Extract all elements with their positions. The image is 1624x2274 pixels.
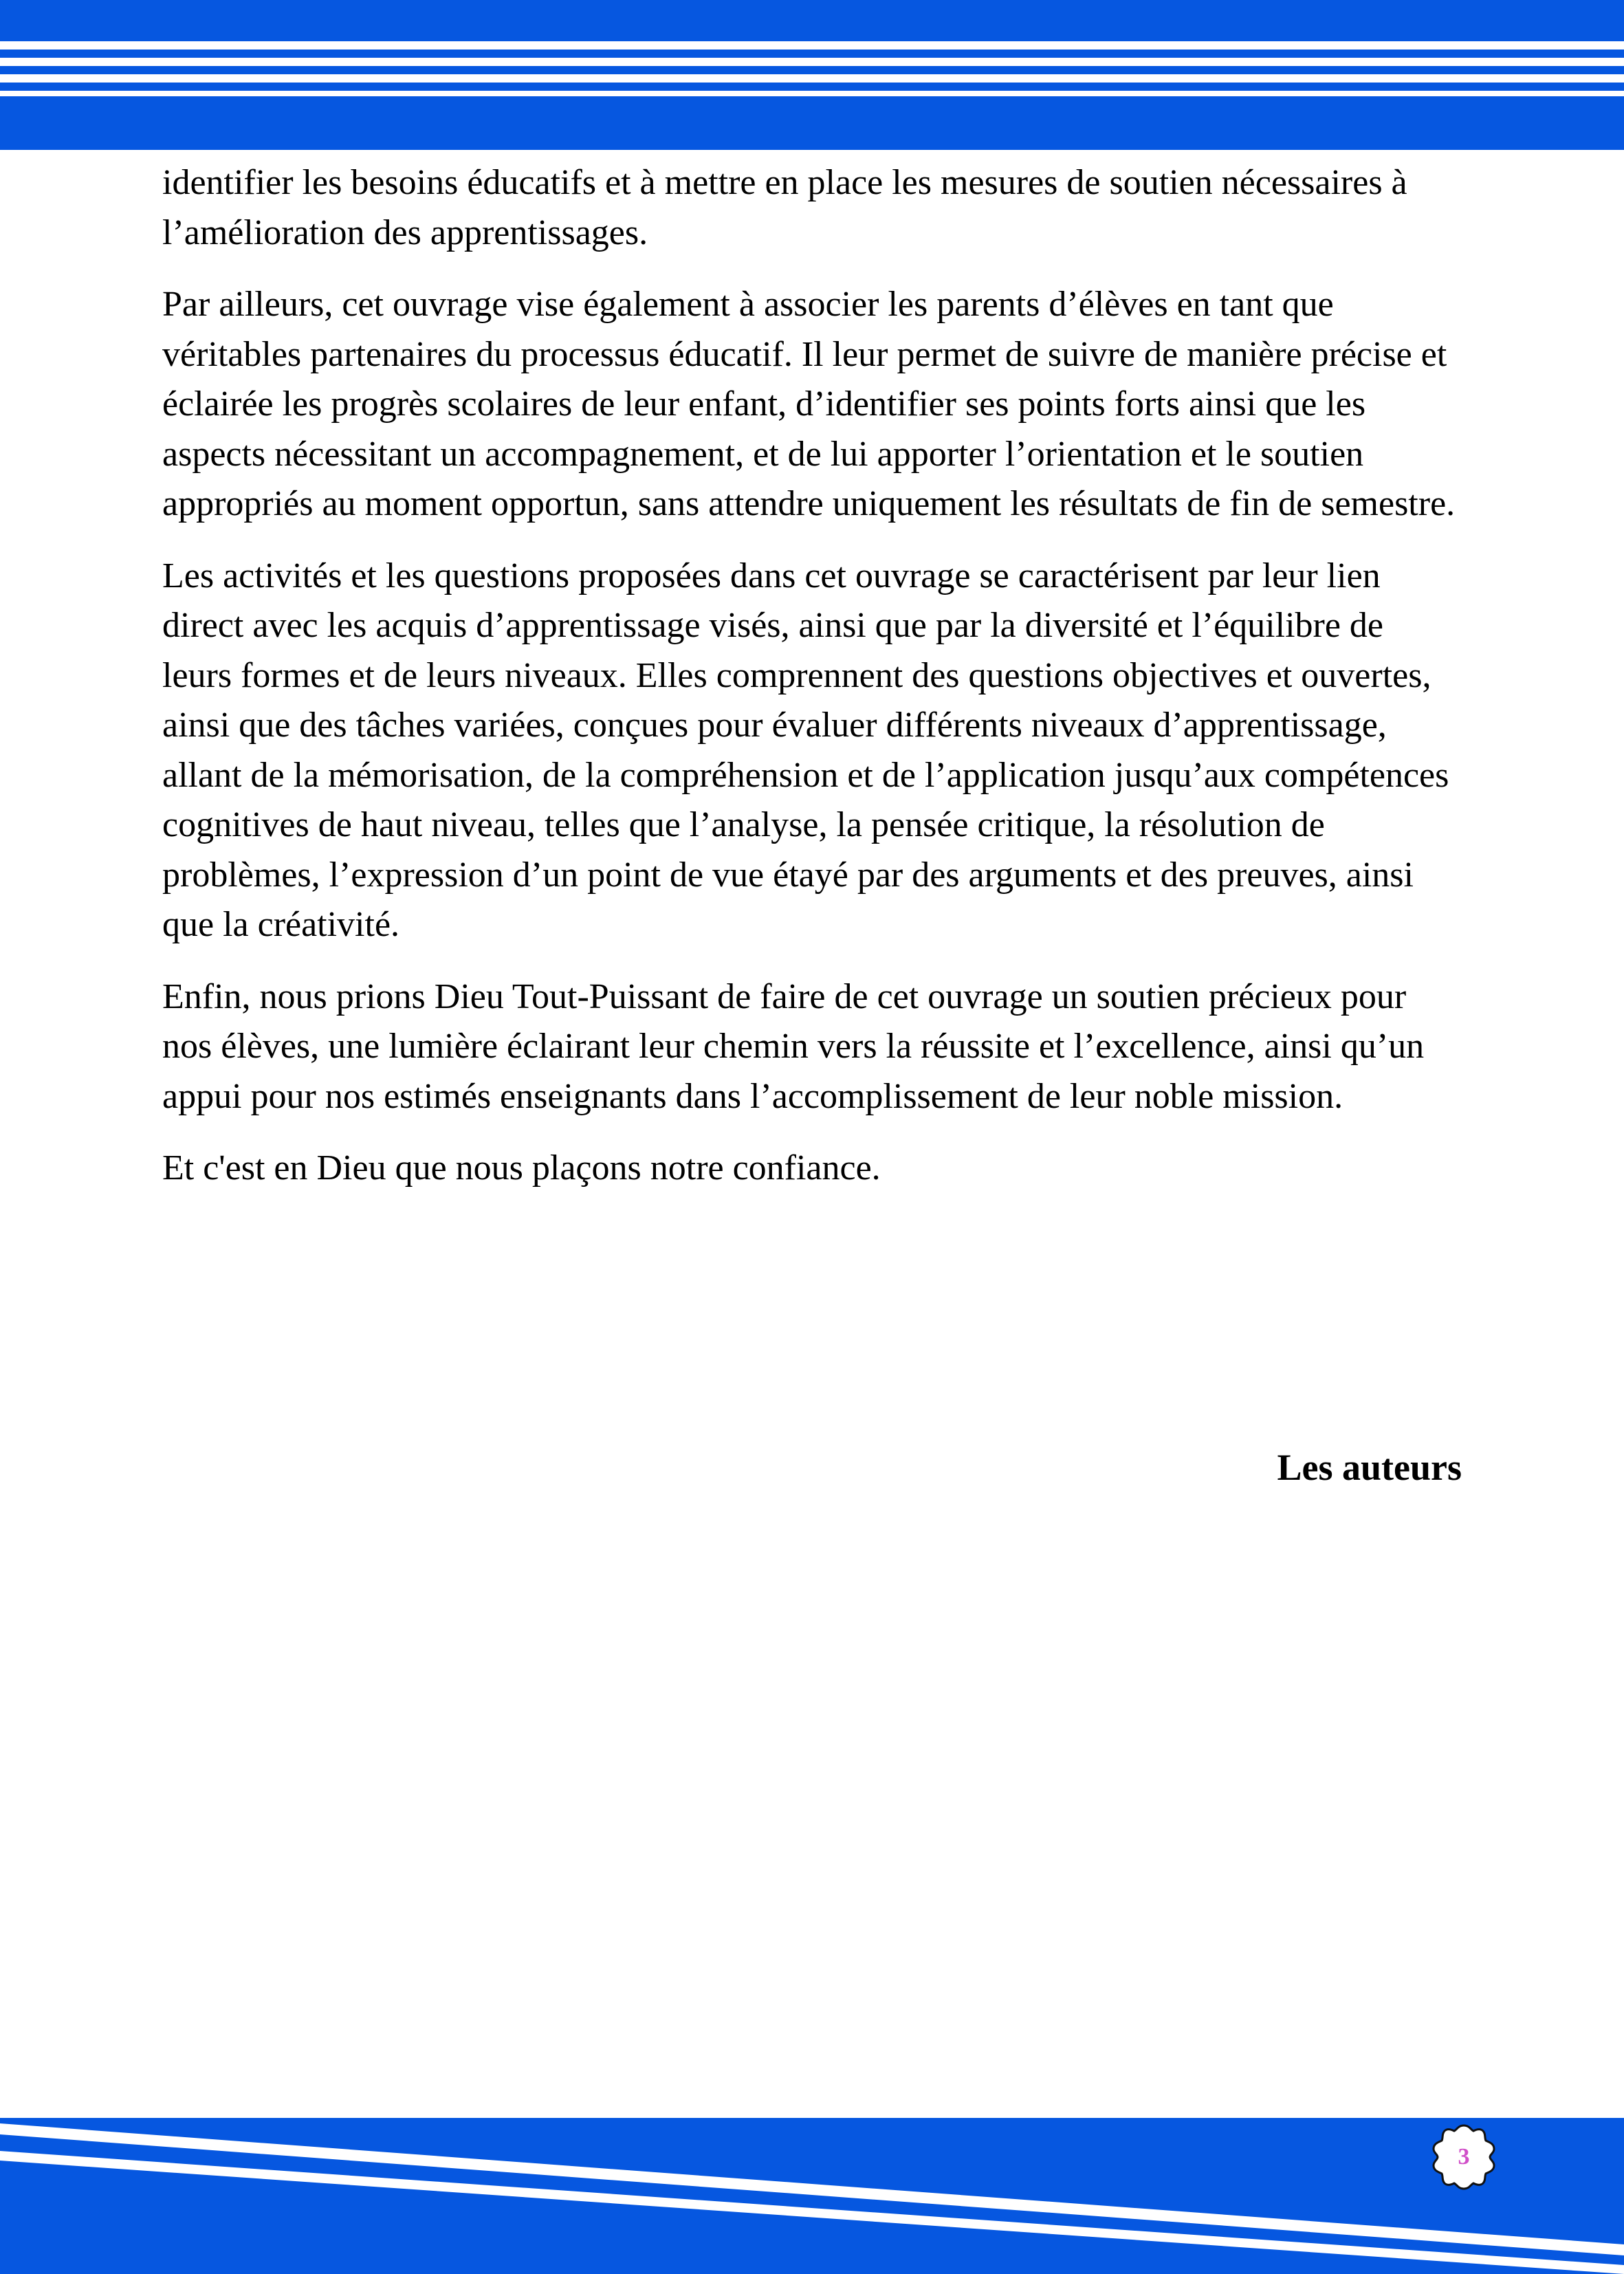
body-text xyxy=(162,158,1462,1216)
page-number: 3 xyxy=(1458,2144,1470,2169)
paragraph-4: Enfin, nous prions Dieu Tout-Puissant de faire de cet ouvrage un soutien précieux pour nos élèves, une lumière éclairant leur chemin vers la réussite et l’excellence, ainsi qu’un appui pour nos estimés enseignants dans l’accomplissement de leur noble mission. xyxy=(162,976,1425,1116)
header-decorative-band xyxy=(0,0,1624,150)
paragraph-2: Par ailleurs, cet ouvrage vise également à associer les parents d’élèves en tant que véritables partenaires du processus éducatif. Il leur permet de suivre de manière précise et éclairée les progrès scolaires de leur enfant, d’identifier ses points forts ainsi que les aspects nécessitant un accompagnement, et de lui apporter l’orientation et le soutien appropriés au moment opportun, sans attendre uniquement les résultats de fin de semestre. xyxy=(162,285,1456,523)
signature: Les auteurs xyxy=(1277,1447,1462,1488)
page-number-badge xyxy=(1428,2121,1500,2193)
paragraph-1: identifier les besoins éducatifs et à mettre en place les mesures de soutien nécessaires à l’amélioration des apprentissages. xyxy=(162,163,1407,252)
footer-decorative-band xyxy=(0,2118,1624,2274)
paragraph-5: Et c'est en Dieu que nous plaçons notre confiance. xyxy=(162,1148,881,1188)
paragraph-3: Les activités et les questions proposées dans cet ouvrage se caractérisent par leur lien direct avec les acquis d’apprentissage visés, ainsi que par la diversité et l’équilibre de leurs formes et de leurs niveaux. Elles comprennent des questions objectives et ouvertes, ainsi que des tâches variées, conçues pour évaluer différents niveaux d’apprentissage, allant de la mémorisation, de la compréhension et de l’application jusqu’aux compétences cognitives de haut niveau, telles que l’analyse, la pensée critique, la résolution de problèmes, l’expression d’un point de vue étayé par des arguments et des preuves, ainsi que la créativité. xyxy=(162,556,1449,944)
